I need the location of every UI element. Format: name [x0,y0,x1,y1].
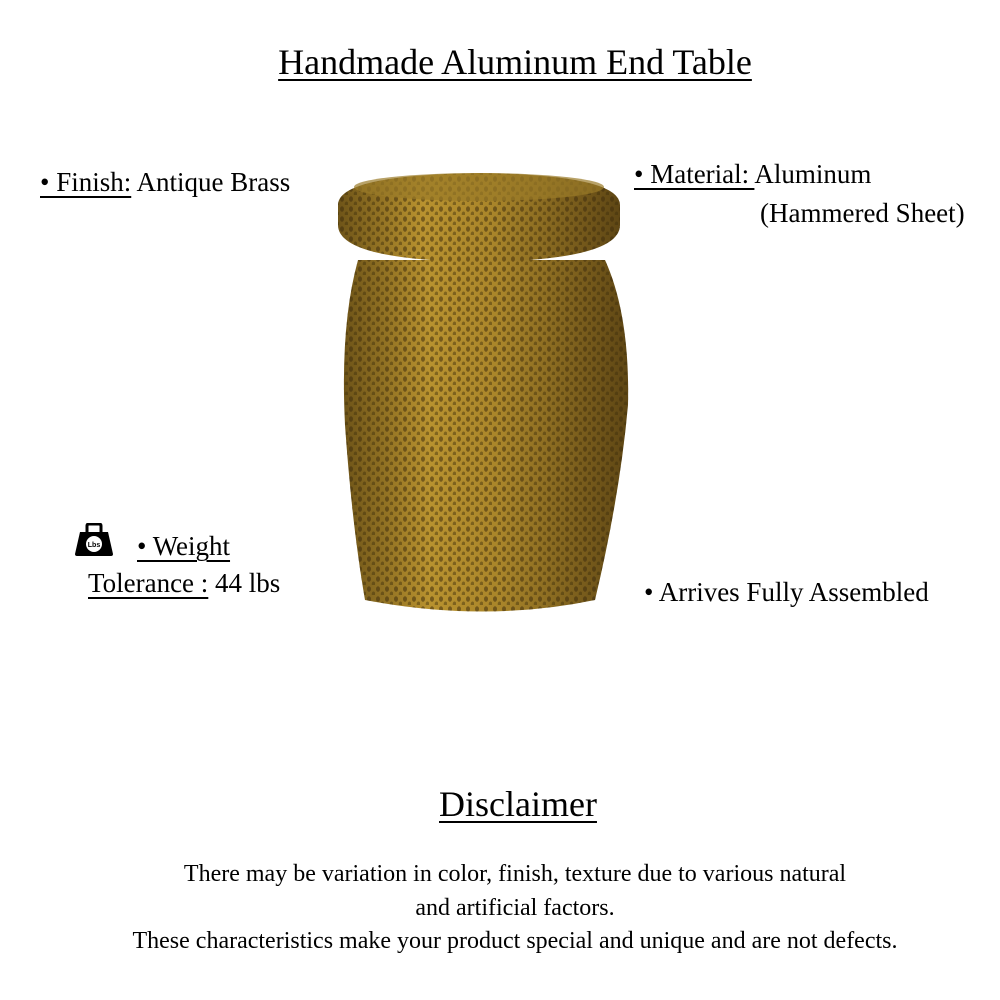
disclaimer-line-2: and artificial factors. [415,895,615,921]
product-image-end-table [330,165,640,625]
weight-label: • Weight [137,531,231,561]
material-feature [634,161,871,188]
assembled-feature: • Arrives Fully Assembled [644,577,929,607]
weight-label-2: Tolerance : [88,568,209,598]
finish-value: Antique Brass [131,167,291,197]
material-value: Aluminum [754,159,872,189]
weight-feature [88,570,280,597]
weight-value: 44 lbs [208,568,281,598]
disclaimer-line-3: These characteristics make your product special and unique and are not defects. [132,928,898,954]
material-label: • Material: [634,159,755,189]
disclaimer-heading: Disclaimer [439,784,597,824]
finish-label: • Finish: [40,167,132,197]
page-title: Handmade Aluminum End Table [278,42,752,82]
finish-feature [40,169,290,196]
weight-icon [74,523,114,557]
disclaimer-line-1: There may be variation in color, finish, texture due to various natural [183,861,847,887]
svg-text:Lbs: Lbs [87,542,101,549]
material-detail: (Hammered Sheet) [760,198,965,228]
